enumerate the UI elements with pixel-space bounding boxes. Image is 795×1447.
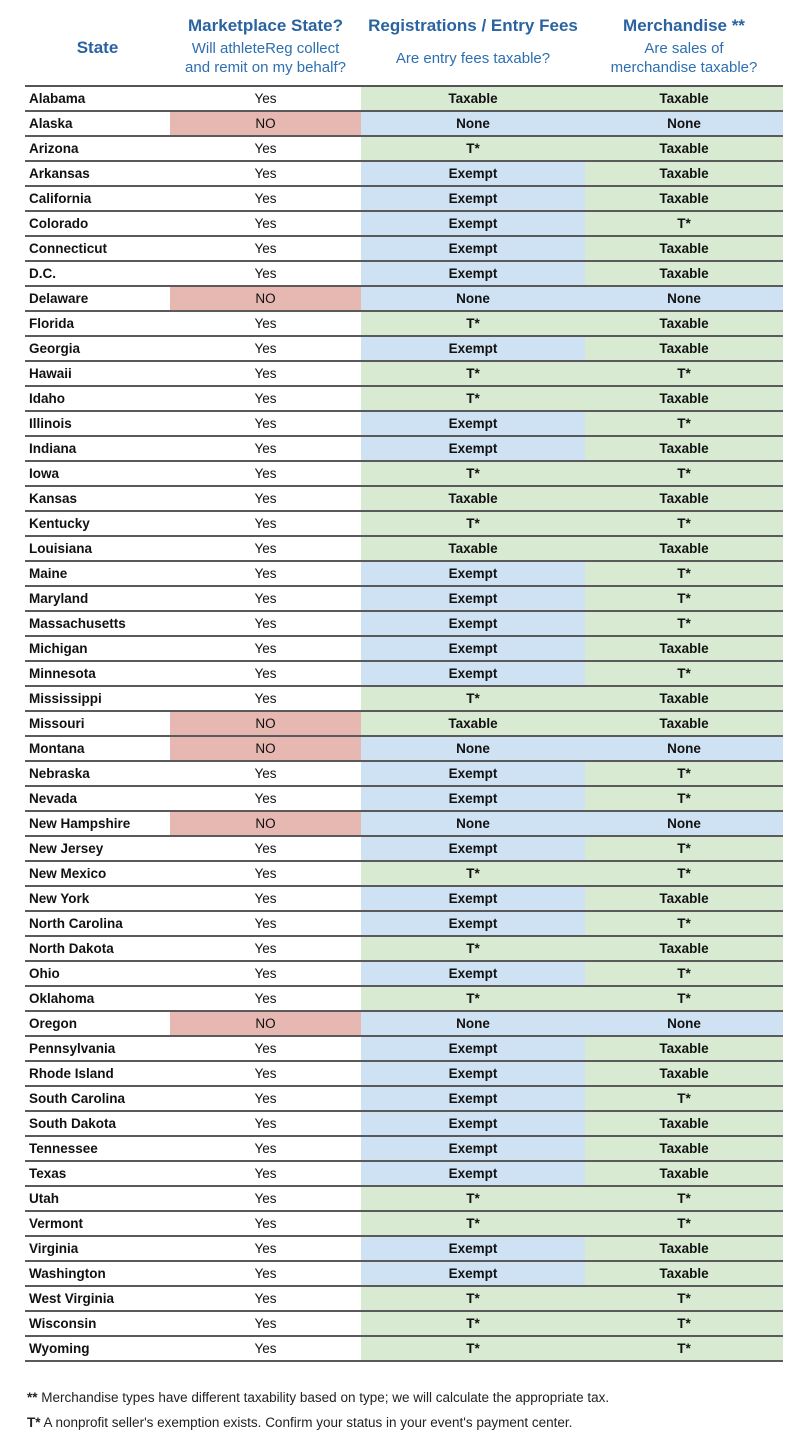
registrations-cell: None [361,812,585,835]
marketplace-cell: Yes [254,866,277,881]
merchandise-cell: T* [585,462,783,485]
merchandise-cell: Taxable [585,437,783,460]
marketplace-cell: Yes [254,1216,277,1231]
state-cell: West Virginia [29,1291,115,1306]
registrations-cell: T* [361,387,585,410]
registrations-cell: Exempt [361,562,585,585]
header-merchandise-title: Merchandise ** [623,16,745,35]
state-cell: Alabama [29,91,86,106]
registrations-cell: Exempt [361,587,585,610]
state-cell: Virginia [29,1241,79,1256]
table-row [25,462,783,487]
merchandise-cell: Taxable [585,162,783,185]
registrations-cell: Exempt [361,187,585,210]
table-row [25,712,783,737]
merchandise-cell: Taxable [585,187,783,210]
table-row [25,87,783,112]
state-cell: Missouri [29,716,85,731]
state-cell: Kentucky [29,516,90,531]
table-row [25,687,783,712]
header-merchandise-sub2: merchandise taxable? [610,59,758,76]
table-row [25,312,783,337]
header-merchandise [585,0,783,85]
merchandise-cell: Taxable [585,1137,783,1160]
marketplace-cell: Yes [254,1291,277,1306]
table-row [25,187,783,212]
state-cell: Alaska [29,116,73,131]
registrations-cell: T* [361,937,585,960]
state-cell: South Dakota [29,1116,117,1131]
marketplace-cell: Yes [254,1066,277,1081]
merchandise-cell: T* [585,912,783,935]
table-row [25,1062,783,1087]
table-row [25,1087,783,1112]
merchandise-cell: T* [585,587,783,610]
table-row [25,637,783,662]
state-cell: Arizona [29,141,79,156]
marketplace-cell: Yes [254,1166,277,1181]
state-cell: Arkansas [29,166,90,181]
marketplace-cell: Yes [254,416,277,431]
registrations-cell: T* [361,312,585,335]
marketplace-cell: Yes [254,541,277,556]
merchandise-cell: T* [585,612,783,635]
state-cell: Montana [29,741,85,756]
marketplace-cell: Yes [254,991,277,1006]
header-marketplace-sub2: and remit on my behalf? [185,59,346,76]
table-row [25,1337,783,1362]
marketplace-cell: Yes [254,1191,277,1206]
state-cell: Louisiana [29,541,93,556]
merchandise-cell: Taxable [585,87,783,110]
marketplace-cell: NO [170,812,361,835]
registrations-cell: T* [361,462,585,485]
merchandise-cell: None [585,737,783,760]
merchandise-cell: T* [585,962,783,985]
footnote-merchandise-text: Merchandise types have different taxability based on type; we will calculate the appropriate tax. [37,1390,610,1405]
state-cell: Indiana [29,441,77,456]
marketplace-cell: Yes [254,616,277,631]
merchandise-cell: T* [585,862,783,885]
table-row [25,587,783,612]
table-row [25,137,783,162]
registrations-cell: Taxable [361,87,585,110]
marketplace-cell: Yes [254,166,277,181]
state-cell: Georgia [29,341,81,356]
merchandise-cell: Taxable [585,1237,783,1260]
marketplace-cell: NO [170,712,361,735]
state-cell: Connecticut [29,241,108,256]
state-cell: Pennsylvania [29,1041,116,1056]
merchandise-cell: Taxable [585,487,783,510]
table-row [25,162,783,187]
state-cell: Delaware [29,291,89,306]
marketplace-cell: Yes [254,641,277,656]
table-row [25,287,783,312]
table-row [25,737,783,762]
merchandise-cell: T* [585,1312,783,1335]
state-cell: New Hampshire [29,816,131,831]
table-row [25,337,783,362]
header-registrations-title: Registrations / Entry Fees [368,16,578,35]
state-cell: Wisconsin [29,1316,97,1331]
table-row [25,437,783,462]
footnote-nonprofit [27,1415,572,1430]
marketplace-cell: Yes [254,891,277,906]
merchandise-cell: T* [585,787,783,810]
merchandise-cell: T* [585,987,783,1010]
merchandise-cell: T* [585,762,783,785]
marketplace-cell: Yes [254,666,277,681]
registrations-cell: T* [361,862,585,885]
table-row [25,1037,783,1062]
registrations-cell: T* [361,987,585,1010]
footnote-merchandise [27,1390,609,1405]
registrations-cell: None [361,737,585,760]
marketplace-cell: Yes [254,341,277,356]
state-cell: Rhode Island [29,1066,114,1081]
registrations-cell: Exempt [361,1137,585,1160]
merchandise-cell: Taxable [585,887,783,910]
table-row [25,1112,783,1137]
registrations-cell: Exempt [361,1112,585,1135]
state-cell: New Jersey [29,841,104,856]
table-row [25,987,783,1012]
state-cell: New Mexico [29,866,107,881]
marketplace-cell: Yes [254,1341,277,1356]
marketplace-cell: Yes [254,566,277,581]
registrations-cell: Exempt [361,762,585,785]
registrations-cell: Exempt [361,787,585,810]
header-merchandise-sub1: Are sales of [644,40,724,57]
state-cell: Oklahoma [29,991,95,1006]
marketplace-cell: Yes [254,916,277,931]
marketplace-cell: Yes [254,1091,277,1106]
registrations-cell: T* [361,512,585,535]
state-cell: Utah [29,1191,59,1206]
state-cell: Illinois [29,416,72,431]
table-row [25,612,783,637]
registrations-cell: Exempt [361,412,585,435]
merchandise-cell: Taxable [585,712,783,735]
marketplace-cell: Yes [254,966,277,981]
registrations-cell: None [361,112,585,135]
registrations-cell: Exempt [361,1237,585,1260]
state-cell: Minnesota [29,666,96,681]
footnote-nonprofit-marker: T* [27,1415,41,1430]
marketplace-cell: Yes [254,1041,277,1056]
marketplace-cell: Yes [254,1116,277,1131]
merchandise-cell: T* [585,512,783,535]
state-cell: Tennessee [29,1141,98,1156]
merchandise-cell: Taxable [585,1112,783,1135]
header-registrations-sub: Are entry fees taxable? [395,50,551,67]
registrations-cell: Exempt [361,1037,585,1060]
state-cell: Hawaii [29,366,72,381]
table-row [25,1262,783,1287]
merchandise-cell: T* [585,212,783,235]
table-header [25,0,783,85]
marketplace-cell: Yes [254,1241,277,1256]
merchandise-cell: Taxable [585,1062,783,1085]
table-row [25,762,783,787]
registrations-cell: Exempt [361,337,585,360]
state-cell: Maine [29,566,68,581]
marketplace-cell: Yes [254,366,277,381]
table-row [25,787,783,812]
table-row [25,912,783,937]
footnote-nonprofit-text: A nonprofit seller's exemption exists. Confirm your status in your event's payment center. [40,1415,573,1430]
state-cell: Kansas [29,491,78,506]
merchandise-cell: Taxable [585,312,783,335]
state-cell: North Carolina [29,916,123,931]
header-registrations [361,0,585,85]
registrations-cell: T* [361,362,585,385]
registrations-cell: T* [361,1212,585,1235]
marketplace-cell: NO [170,737,361,760]
merchandise-cell: Taxable [585,1037,783,1060]
merchandise-cell: T* [585,1212,783,1235]
marketplace-cell: Yes [254,441,277,456]
marketplace-cell: NO [170,112,361,135]
merchandise-cell: T* [585,1337,783,1360]
state-cell: Colorado [29,216,89,231]
state-cell: Wyoming [29,1341,90,1356]
registrations-cell: Taxable [361,537,585,560]
marketplace-cell: Yes [254,691,277,706]
registrations-cell: Exempt [361,212,585,235]
marketplace-cell: NO [170,1012,361,1035]
registrations-cell: Exempt [361,1262,585,1285]
marketplace-cell: Yes [254,841,277,856]
table-row [25,1237,783,1262]
state-cell: Nevada [29,791,78,806]
merchandise-cell: Taxable [585,637,783,660]
registrations-cell: Exempt [361,1087,585,1110]
header-state-title: State [76,38,119,57]
registrations-cell: None [361,1012,585,1035]
merchandise-cell: Taxable [585,387,783,410]
state-cell: Mississippi [29,691,102,706]
tax-table [25,85,783,1362]
marketplace-cell: Yes [254,591,277,606]
merchandise-cell: T* [585,1187,783,1210]
merchandise-cell: None [585,812,783,835]
table-row [25,812,783,837]
table-row [25,262,783,287]
registrations-cell: Exempt [361,887,585,910]
registrations-cell: Taxable [361,712,585,735]
merchandise-cell: T* [585,1287,783,1310]
table-row [25,412,783,437]
state-cell: Maryland [29,591,89,606]
merchandise-cell: Taxable [585,1162,783,1185]
merchandise-cell: T* [585,662,783,685]
table-row [25,937,783,962]
header-marketplace-sub1: Will athleteReg collect [191,40,340,57]
marketplace-cell: Yes [254,141,277,156]
registrations-cell: T* [361,1287,585,1310]
registrations-cell: Exempt [361,612,585,635]
marketplace-cell: Yes [254,941,277,956]
state-cell: D.C. [29,266,56,281]
state-cell: New York [29,891,90,906]
marketplace-cell: Yes [254,1316,277,1331]
merchandise-cell: Taxable [585,237,783,260]
marketplace-cell: Yes [254,1266,277,1281]
merchandise-cell: Taxable [585,1262,783,1285]
marketplace-cell: Yes [254,491,277,506]
marketplace-cell: Yes [254,216,277,231]
state-cell: Michigan [29,641,88,656]
table-row [25,1187,783,1212]
marketplace-cell: Yes [254,1141,277,1156]
state-cell: Idaho [29,391,65,406]
table-row [25,1012,783,1037]
table-row [25,487,783,512]
merchandise-cell: Taxable [585,137,783,160]
table-row [25,237,783,262]
registrations-cell: T* [361,687,585,710]
registrations-cell: Exempt [361,437,585,460]
marketplace-cell: Yes [254,766,277,781]
registrations-cell: Exempt [361,637,585,660]
marketplace-cell: Yes [254,316,277,331]
registrations-cell: T* [361,137,585,160]
marketplace-cell: Yes [254,266,277,281]
state-cell: California [29,191,92,206]
marketplace-cell: Yes [254,91,277,106]
table-row [25,1212,783,1237]
marketplace-cell: Yes [254,791,277,806]
table-row [25,1162,783,1187]
merchandise-cell: Taxable [585,262,783,285]
marketplace-cell: Yes [254,191,277,206]
state-cell: Iowa [29,466,60,481]
merchandise-cell: T* [585,562,783,585]
state-cell: Texas [29,1166,67,1181]
table-row [25,1312,783,1337]
table-row [25,212,783,237]
registrations-cell: Exempt [361,262,585,285]
table-row [25,512,783,537]
merchandise-cell: T* [585,412,783,435]
table-row [25,962,783,987]
table-row [25,1287,783,1312]
registrations-cell: Exempt [361,837,585,860]
merchandise-cell: None [585,1012,783,1035]
registrations-cell: Taxable [361,487,585,510]
marketplace-cell: Yes [254,241,277,256]
state-cell: South Carolina [29,1091,126,1106]
table-row [25,1137,783,1162]
state-cell: North Dakota [29,941,114,956]
marketplace-cell: NO [170,287,361,310]
marketplace-cell: Yes [254,391,277,406]
registrations-cell: Exempt [361,1162,585,1185]
table-row [25,662,783,687]
merchandise-cell: Taxable [585,937,783,960]
table-row [25,537,783,562]
registrations-cell: Exempt [361,962,585,985]
registrations-cell: T* [361,1337,585,1360]
table-row [25,562,783,587]
table-row [25,887,783,912]
marketplace-cell: Yes [254,516,277,531]
merchandise-cell: T* [585,837,783,860]
merchandise-cell: None [585,287,783,310]
registrations-cell: None [361,287,585,310]
header-marketplace [170,0,361,85]
state-cell: Vermont [29,1216,84,1231]
registrations-cell: Exempt [361,1062,585,1085]
merchandise-cell: Taxable [585,337,783,360]
registrations-cell: Exempt [361,912,585,935]
table-row [25,837,783,862]
state-cell: Ohio [29,966,60,981]
state-cell: Florida [29,316,75,331]
table-row [25,387,783,412]
state-cell: Massachusetts [29,616,126,631]
merchandise-cell: T* [585,362,783,385]
header-marketplace-title: Marketplace State? [188,16,343,35]
merchandise-cell: Taxable [585,537,783,560]
table-row [25,112,783,137]
footnote-merchandise-marker: ** [27,1390,38,1405]
state-cell: Oregon [29,1016,78,1031]
registrations-cell: Exempt [361,237,585,260]
table-row [25,362,783,387]
registrations-cell: T* [361,1187,585,1210]
merchandise-cell: T* [585,1087,783,1110]
registrations-cell: T* [361,1312,585,1335]
table-row [25,862,783,887]
registrations-cell: Exempt [361,162,585,185]
merchandise-cell: None [585,112,783,135]
registrations-cell: Exempt [361,662,585,685]
state-cell: Nebraska [29,766,90,781]
state-cell: Washington [29,1266,106,1281]
header-state [25,0,170,85]
merchandise-cell: Taxable [585,687,783,710]
marketplace-cell: Yes [254,466,277,481]
